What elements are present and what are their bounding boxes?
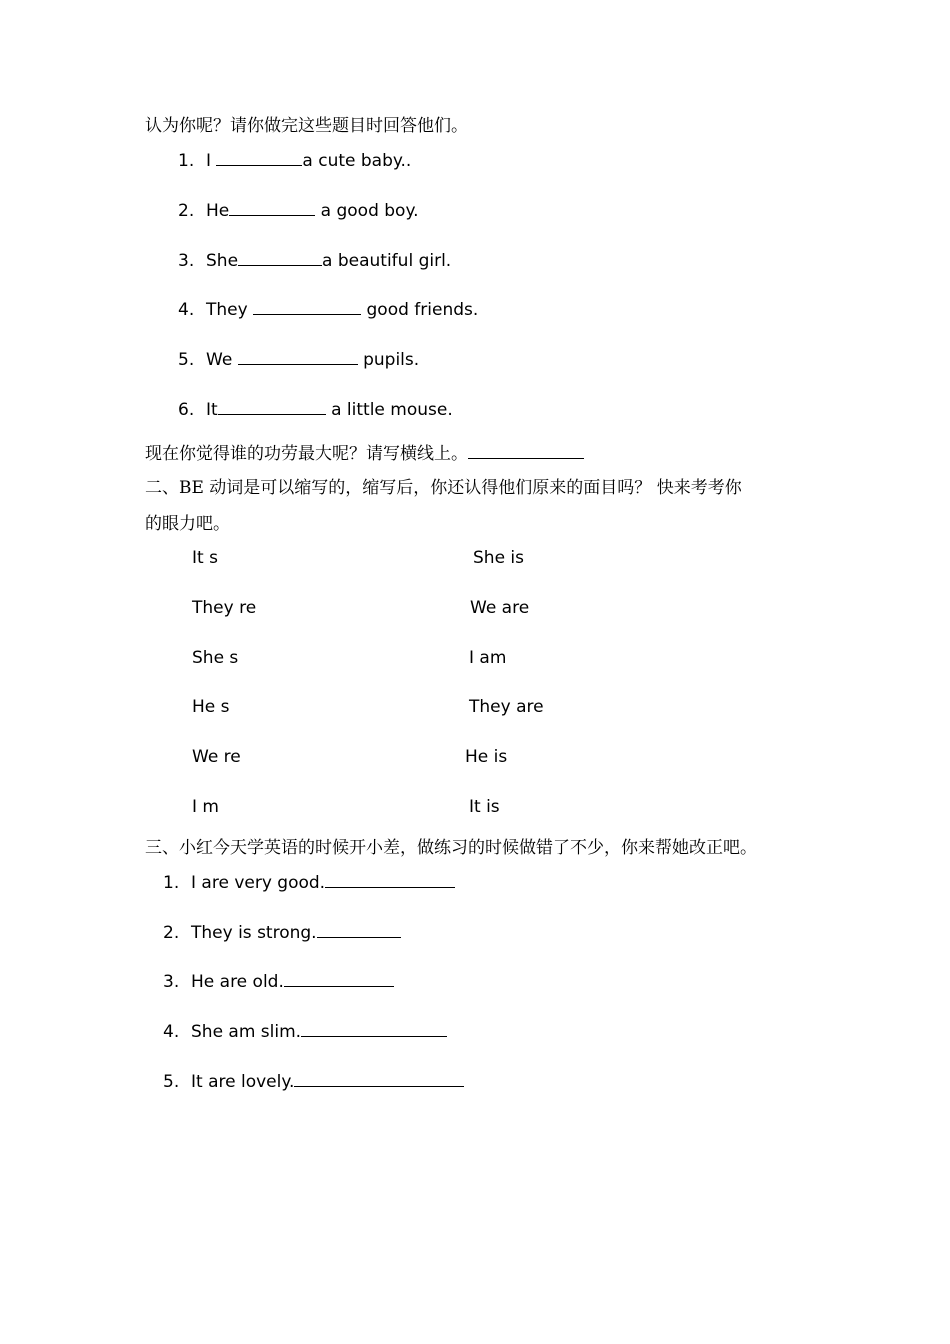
part1-item-3 <box>178 249 451 272</box>
item-suffix: a beautiful girl. <box>322 251 452 271</box>
answer-blank[interactable] <box>468 438 584 459</box>
answer-blank[interactable] <box>216 149 302 166</box>
part3-item-1 <box>163 871 455 894</box>
part3-item-5 <box>163 1070 464 1093</box>
answer-blank[interactable] <box>229 199 315 216</box>
contraction-item: We re <box>192 747 241 767</box>
item-text: It are lovely. <box>191 1072 295 1092</box>
item-prefix: They <box>206 300 254 320</box>
part1-item-6 <box>178 398 453 421</box>
contraction-item: I m <box>192 797 219 817</box>
item-number: 2. <box>178 201 195 221</box>
answer-blank[interactable] <box>325 871 455 888</box>
item-number: 3. <box>178 251 195 271</box>
answer-blank[interactable] <box>238 348 358 365</box>
item-suffix: good friends. <box>361 300 479 320</box>
item-number: 2. <box>163 923 180 943</box>
item-number: 4. <box>178 300 195 320</box>
answer-blank[interactable] <box>253 298 361 315</box>
part3-item-3 <box>163 970 394 993</box>
item-prefix: He <box>206 201 230 221</box>
item-number: 4. <box>163 1022 180 1042</box>
contraction-item: She s <box>192 648 239 668</box>
item-text: She am slim. <box>191 1022 302 1042</box>
full-form-item: They are <box>469 697 544 717</box>
full-form-item: He is <box>465 747 508 767</box>
item-prefix: We <box>206 350 238 370</box>
answer-blank[interactable] <box>238 249 322 266</box>
item-number: 1. <box>163 873 180 893</box>
contraction-item: They re <box>192 598 257 618</box>
part1-item-5 <box>178 348 419 371</box>
answer-blank[interactable] <box>284 970 394 987</box>
full-form-item: I am <box>469 648 507 668</box>
item-number: 1. <box>178 151 195 171</box>
item-suffix: a little mouse. <box>325 400 453 420</box>
part1-item-4 <box>178 298 478 321</box>
part2-heading: 二、BE 动词是可以缩写的，缩写后，你还认得他们原来的面目吗？ 快来考考你 <box>145 478 742 498</box>
item-text: He are old. <box>191 972 284 992</box>
intro-text: 认为你呢？请你做完这些题目时回答他们。 <box>145 116 468 136</box>
item-number: 3. <box>163 972 180 992</box>
item-number: 5. <box>163 1072 180 1092</box>
item-prefix: It <box>206 400 218 420</box>
contraction-item: He s <box>192 697 230 717</box>
answer-blank[interactable] <box>218 398 326 415</box>
question-text: 现在你觉得谁的功劳最大呢？请写横线上。 <box>145 444 468 464</box>
contraction-item: It s <box>192 548 218 568</box>
part1-item-1 <box>178 149 411 172</box>
item-prefix: I <box>206 151 217 171</box>
answer-blank[interactable] <box>301 1020 447 1037</box>
answer-blank[interactable] <box>317 921 401 938</box>
item-number: 5. <box>178 350 195 370</box>
part3-heading: 三、小红今天学英语的时候开小差，做练习的时候做错了不少，你来帮她改正吧。 <box>145 838 757 858</box>
full-form-item: It is <box>469 797 500 817</box>
full-form-item: We are <box>470 598 530 618</box>
full-form-item: She is <box>473 548 525 568</box>
item-number: 6. <box>178 400 195 420</box>
answer-blank[interactable] <box>294 1070 464 1087</box>
item-suffix: a cute baby.. <box>302 151 412 171</box>
part3-item-4 <box>163 1020 447 1043</box>
part3-item-2 <box>163 921 401 944</box>
item-text: They is strong. <box>191 923 317 943</box>
part1-item-2 <box>178 199 419 222</box>
item-suffix: pupils. <box>357 350 420 370</box>
part2-heading-cont: 的眼力吧。 <box>145 514 230 534</box>
item-text: I are very good. <box>191 873 326 893</box>
item-suffix: a good boy. <box>315 201 419 221</box>
part1-question <box>145 438 584 466</box>
item-prefix: She <box>206 251 239 271</box>
